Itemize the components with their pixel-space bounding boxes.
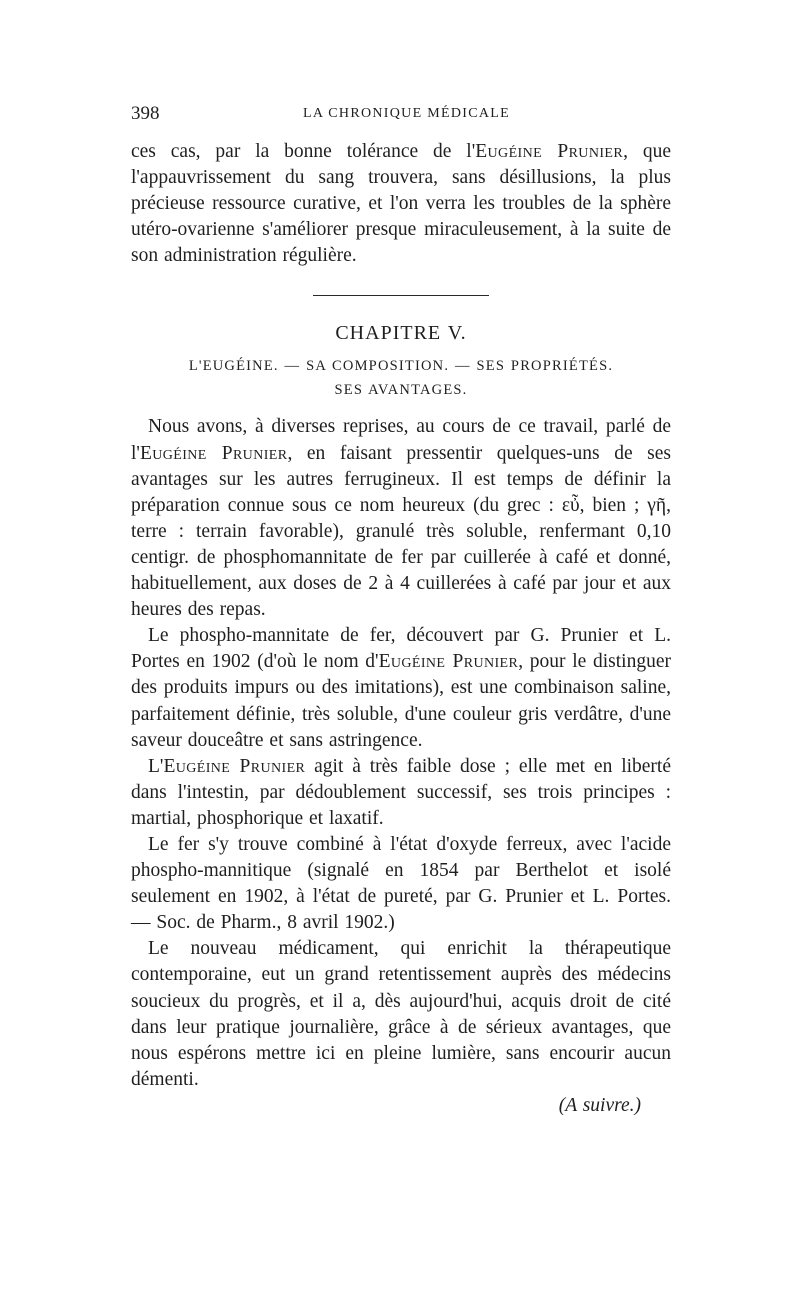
product-name: Eugéine Prunier bbox=[163, 755, 306, 777]
chapter-subtitle-line: L'EUGÉINE. — SA COMPOSITION. — SES PROPRIÉTÉS. bbox=[188, 358, 614, 375]
text-run: Nous avons, à diverses reprises, au cours de ce travail, parlé de l' bbox=[131, 416, 671, 464]
page-number: 398 bbox=[131, 103, 160, 124]
text-run: , pour le distinguer des produits impurs ou des imitations), est une combinaison saline, parfaitement définie, très soluble, d'une couleur gris verdâtre, d'une saveur douceâtre et sans astringence. bbox=[131, 651, 671, 751]
paragraph bbox=[131, 754, 671, 832]
product-name: Eugéine Prunier bbox=[378, 651, 519, 673]
product-name: Eugéine Prunier bbox=[139, 442, 288, 464]
text-run: , que l'appauvrissement du sang trouvera, sans désillusions, la plus précieuse ressource curative, et l'on verra les troubles de la sphère utéro-ovarienne s'améliorer presque miraculeusement, à la suite de son administration régulière. bbox=[131, 141, 671, 267]
paragraph: Le fer s'y trouve combiné à l'état d'oxyde ferreux, avec l'acide phospho-mannitique (signalé en 1854 par Berthelot et isolé seulement en 1902, à l'état de pureté, par G. Prunier et L. Portes. — Soc. de Pharm., 8 avril 1902.) bbox=[131, 833, 671, 934]
chapter-subtitle-line: SES AVANTAGES. bbox=[334, 382, 468, 399]
text-run: ces cas, par la bonne tolérance de l' bbox=[131, 141, 476, 162]
paragraph bbox=[131, 414, 671, 623]
paragraph bbox=[131, 623, 671, 753]
chapter-title: CHAPITRE V. bbox=[335, 322, 467, 345]
section-divider bbox=[313, 295, 489, 296]
product-name: Eugéine Prunier bbox=[475, 141, 624, 162]
paragraph-continuation bbox=[131, 139, 671, 269]
text-run: Le phospho-mannitate de fer, découvert par G. Prunier et L. Portes en 1902 (d'où le nom d' bbox=[131, 625, 671, 673]
chapter-subtitle bbox=[131, 354, 671, 402]
to-be-continued: (A suivre.) bbox=[558, 1094, 641, 1116]
text-run: L' bbox=[148, 755, 164, 777]
page-content bbox=[131, 139, 671, 1119]
paragraph: Le nouveau médicament, qui enrichit la thérapeutique contemporaine, eut un grand retentissement auprès des médecins soucieux du progrès, et il a, dès aujourd'hui, acquis droit de cité dans leur pratique journalière, grâce à de sérieux avantages, que nous espérons mettre ici en pleine lumière, sans encourir aucun démenti. bbox=[131, 938, 671, 1090]
running-head bbox=[131, 103, 671, 127]
text-run: , en faisant pressentir quelques-uns de ses avantages sur les autres ferrugineux. Il est temps de définir la préparation connue sous ce nom heureux (du grec : εὖ, bien ; γῆ, terre : terrain favorable), granulé très soluble, renfermant 0,10 centigr. de phosphomannitate de fer par cuillerée à café et donné, habituellement, aux doses de 2 à 4 cuillerées à café par jour et aux heures des repas. bbox=[131, 442, 671, 621]
text-run: agit à très faible dose ; elle met en liberté dans l'intestin, par dédoublement successif, ses trois principes : martial, phosphorique et laxatif. bbox=[131, 755, 672, 829]
journal-title: LA CHRONIQUE MÉDICALE bbox=[303, 106, 510, 121]
